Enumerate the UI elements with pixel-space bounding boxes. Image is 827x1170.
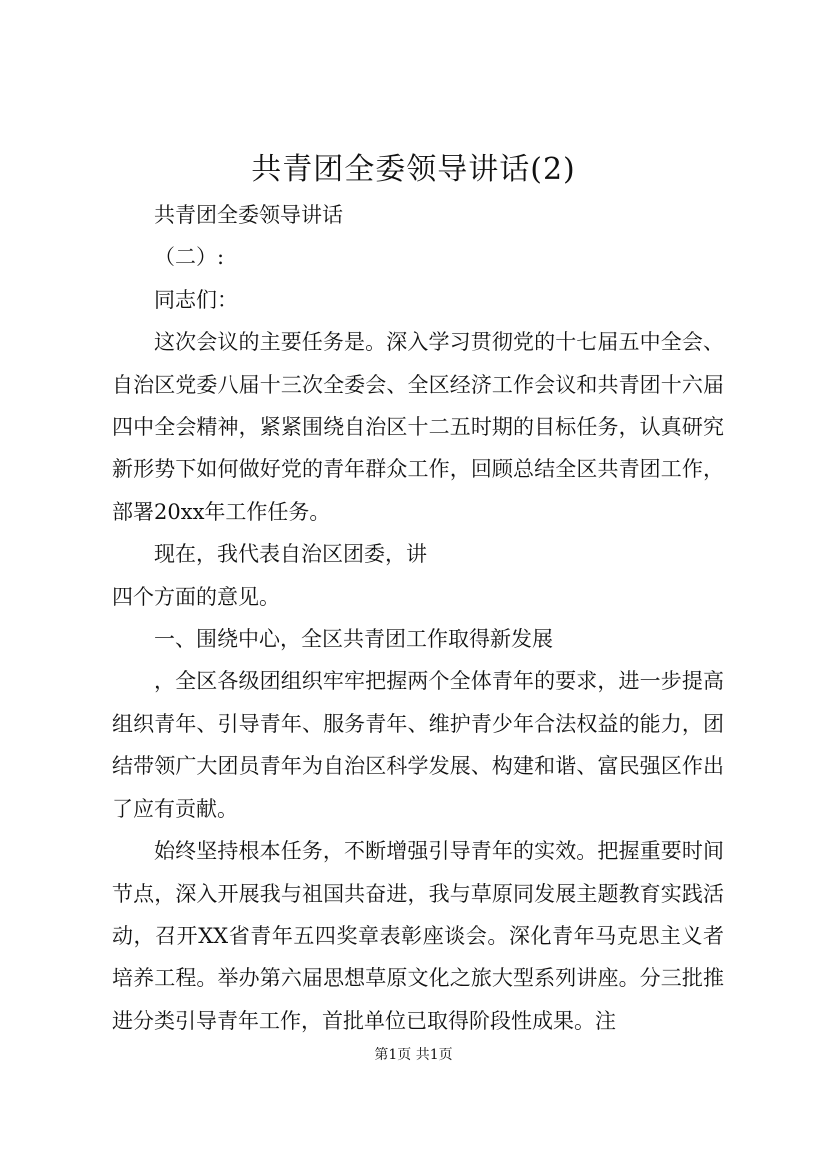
paragraph-achievements: ，全区各级团组织牢牢把握两个全体青年的要求，进一步提高组织青年、引导青年、服务青年、维护青少年合法权益的能力，团结带领广大团员青年为自治区科学发展、构建和谐、富民强区作出了应有贡献。	[112, 669, 724, 821]
paragraph-meeting-tasks: 这次会议的主要任务是。深入学习贯彻党的十七届五中全会、自治区党委八届十三次全委会、全区经济工作会议和共青团十六届四中全会精神，紧紧围绕自治区十二五时期的目标任务，认真研究新形势下如何做好党的青年群众工作，回顾总结全区共青团工作，部署20xx年工作任务。	[112, 330, 724, 524]
paragraph-salutation: 同志们：	[154, 287, 238, 312]
document-body	[112, 194, 724, 1042]
section-heading-one: 一、围绕中心，全区共青团工作取得新发展	[154, 627, 553, 652]
paragraph-representing: 现在，我代表自治区团委，讲	[154, 542, 427, 567]
paragraph-part-number: （二）:	[154, 245, 225, 270]
paragraph-four-aspects: 四个方面的意见。	[112, 584, 280, 609]
page-footer: 第1页 共1页	[374, 1047, 453, 1063]
document-title: 共青团全委领导讲话(2)	[251, 152, 576, 187]
paragraph-subtitle: 共青团全委领导讲话	[154, 203, 343, 227]
paragraph-guiding-youth: 始终坚持根本任务，不断增强引导青年的实效。把握重要时间节点，深入开展我与祖国共奋进，我与草原同发展主题教育实践活动，召开XX省青年五四奖章表彰座谈会。深化青年马克思主义者培养工程。举办第六届思想草原文化之旅大型系列讲座。分三批推进分类引导青年工作，首批单位已取得阶段性成果。注	[112, 839, 724, 1033]
